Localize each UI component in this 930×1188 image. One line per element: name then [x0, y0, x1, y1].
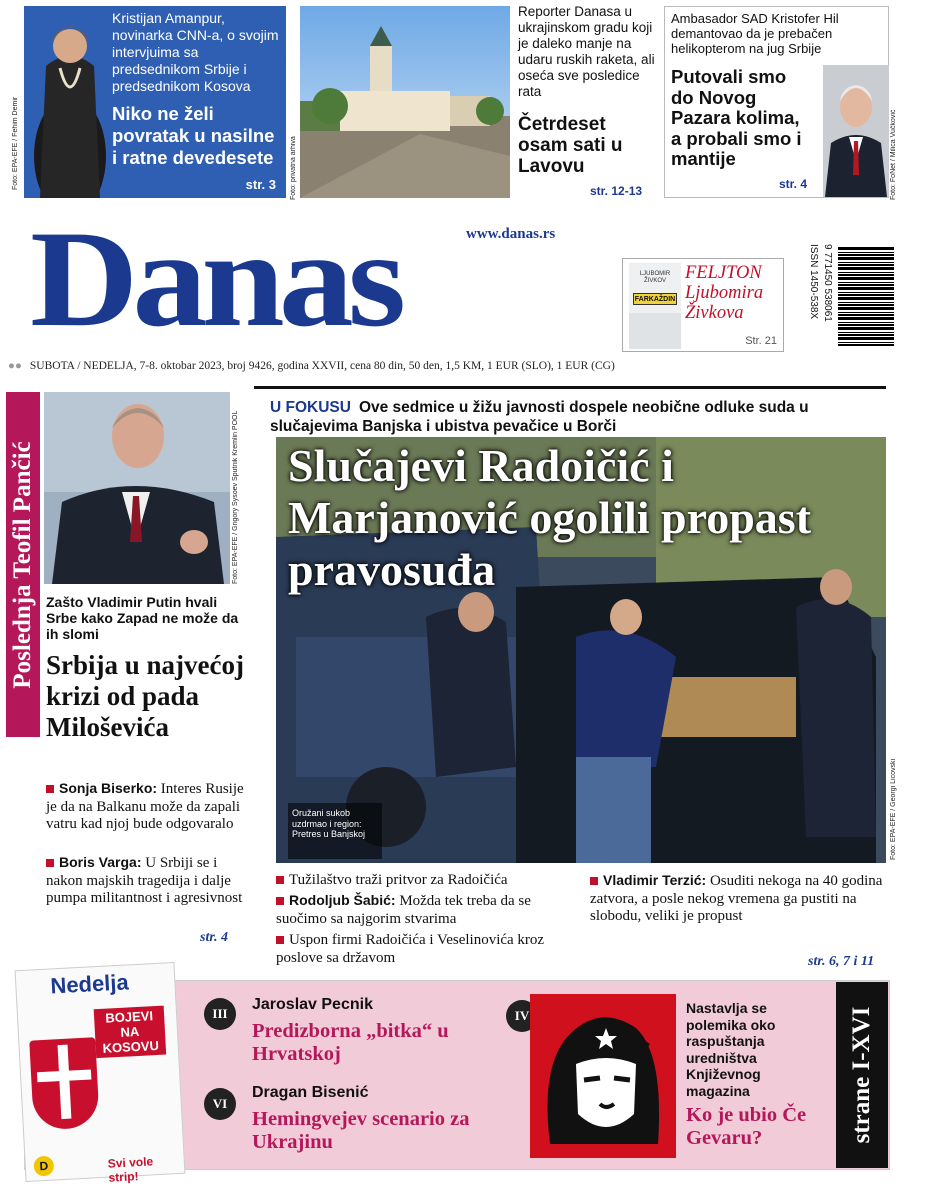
bullet-icon [276, 936, 284, 944]
bullet-icon [590, 877, 598, 885]
focus-kicker-text: Ove sedmice u žižu javnosti dospele neobične odluke suda u slučajevima Banjska i ubistva pevačice u Borči [270, 399, 809, 435]
supplement-pages[interactable] [836, 982, 888, 1168]
photo-credit: Foto: EPA-EFE / Georgi Licovski [890, 758, 897, 860]
feljton-page: Str. 21 [745, 335, 777, 347]
bullet-icon [276, 876, 284, 884]
crest-cross-h [37, 1069, 91, 1082]
teaser-hill[interactable] [664, 6, 889, 198]
bullet-text: Tužilaštvo traži pritvor za Radoičića [289, 872, 508, 888]
putin-photo[interactable] [44, 392, 230, 584]
divider [254, 386, 886, 389]
main-page: str. 6, 7 i 11 [808, 954, 875, 969]
teaser-page: str. 4 [779, 177, 808, 191]
bullet-icon [46, 859, 54, 867]
lviv-photo[interactable] [300, 6, 510, 198]
columnist-label[interactable] [6, 392, 40, 737]
supplement-headline[interactable]: Hemingvejev scenario za Ukrajinu [252, 1108, 470, 1153]
website-link[interactable]: www.danas.rs [466, 226, 556, 242]
photo-credit: Foto: EPA-EFE / Grigory Sysoev Sputnik Kremlin POOL [232, 410, 239, 584]
dateline-text: SUBOTA / NEDELJA, 7-8. oktobar 2023, broj 9426, godina XXVII, cena 80 din, 50 den, 1,5 KM, 1 EUR (SLO), 1 EUR (CG) [29, 360, 615, 372]
supplement-headline[interactable]: Predizborna „bitka“ u Hrvatskoj [252, 1020, 449, 1065]
teaser-lviv[interactable] [518, 4, 658, 177]
bullet-name: Boris Varga: [59, 854, 142, 870]
feljton-line: FELJTON [685, 263, 762, 283]
supplement-author: Jaroslav Pecnik [252, 996, 373, 1013]
issn-label: ISSN 1450-538X [808, 244, 819, 320]
teaser-page: str. 3 [245, 177, 276, 192]
photo-credit: Foto: EPA-EFE / Fehim Demir [12, 96, 19, 190]
feljton-line: Ljubomira [685, 283, 764, 303]
barcode-number: 9 771450 538061 [822, 244, 833, 322]
left-headline[interactable]: Srbija u najvećoj krizi od pada Miloševića [46, 650, 244, 742]
supplement-description: Nastavlja se polemika oko raspuštanja uredništva Književnog magazina [686, 1000, 776, 1099]
amanpour-photo [24, 6, 112, 198]
photo-credit: Foto: privatna arhiva [290, 136, 297, 200]
teaser-amanpour[interactable] [24, 6, 286, 198]
dateline [8, 360, 888, 372]
barcode [808, 244, 896, 348]
photo-caption: Oružani sukob uzdrmao i region: Pretres u Banjskoj [292, 808, 366, 839]
supplement-pages-label: strane I-XVI [848, 1006, 875, 1144]
danas-d-icon: D [33, 1156, 54, 1177]
serbian-crest [29, 1037, 100, 1130]
feljton-teaser[interactable] [622, 258, 784, 352]
feljton-snow [629, 313, 681, 349]
bullet-text: Osuditi nekoga na 40 godina zatvora, a posle nekog vremena ga pustiti na slobodu, veliki je propust [590, 873, 883, 924]
list-item [276, 932, 576, 967]
photo-credit: Foto: FoNet / Milica Vučković [890, 109, 897, 200]
feljton-title[interactable] [685, 263, 763, 323]
feljton-photo [629, 263, 681, 349]
list-item [276, 892, 576, 928]
bullet-text: Interes Rusije je da na Balkanu može da zapali vatru kad njoj bude odgovaralo [46, 781, 244, 832]
list-item [590, 872, 890, 926]
section-numeral: VI [204, 1088, 236, 1120]
bullet-text: Možda tek treba da se suočimo sa najgorim stvarima [276, 893, 531, 927]
left-kicker: Zašto Vladimir Putin hvali Srbe kako Zapad ne može da ih slomi [46, 594, 239, 642]
dateline-dots: ●● [8, 360, 22, 372]
supplement-author: Dragan Bisenić [252, 1084, 369, 1101]
bullet-icon [276, 897, 284, 905]
left-page: str. 4 [200, 930, 229, 945]
hill-photo [823, 65, 889, 197]
nedelja-footer: Svi vole strip! [107, 1154, 154, 1185]
list-item [276, 872, 576, 890]
danas-logo[interactable]: Danas [30, 202, 401, 356]
section-numeral: III [204, 998, 236, 1030]
section-numeral: IV [506, 1000, 538, 1032]
nedelja-cover[interactable] [20, 966, 180, 1185]
nedelja-page [15, 962, 186, 1185]
teaser-headline[interactable]: Putovali smo do Novog Pazara kolima, a probali smo i mantije [671, 66, 802, 169]
focus-label: U FOKUSU [270, 399, 351, 416]
supplement-headline[interactable]: Ko je ubio Če Gevaru? [686, 1104, 807, 1149]
focus-kicker [270, 398, 890, 436]
che-guevara-poster[interactable] [530, 994, 676, 1158]
bullet-name: Vladimir Terzić: [603, 872, 707, 888]
bullet-text: Uspon firmi Radoičića i Veselinovića kroz poslove sa državom [276, 932, 545, 966]
bullet-name: Rodoljub Šabić: [289, 892, 396, 908]
feljton-photo-caption: LJUBOMIR ŽIVKOV [639, 271, 671, 284]
teaser-kicker: Ambasador SAD Kristofer Hil demantovao da je prebačen helikopterom na jug Srbije [671, 11, 839, 56]
feljton-line: Živkova [685, 303, 744, 323]
teaser-headline[interactable]: Četrdeset osam sati u Lavovu [518, 114, 623, 177]
teaser-kicker: Reporter Danasa u ukrajinskom gradu koji je daleko manje na udaru ruskih raketa, ali oseća sve posledice rata [518, 4, 655, 99]
list-item [46, 780, 256, 834]
columnist-name: Poslednja Teofil Pančić [9, 440, 36, 689]
nedelja-cover-headline: BOJEVI NA KOSOVU [94, 1006, 166, 1059]
list-item [46, 854, 256, 908]
bullet-name: Sonja Biserko: [59, 780, 158, 796]
teaser-headline[interactable]: Niko ne želi povratak u nasilne i ratne devedesete [112, 103, 275, 168]
teaser-kicker: Kristijan Amanpur, novinarka CNN-a, o svojim intervjuima sa predsednikom Srbije i predsednikom Kosova [112, 10, 279, 94]
crest-cross-v [58, 1045, 72, 1119]
bullet-text: U Srbiji se i nakon majskih tragedija i dalje pumpa militantnost i agresivnost [46, 855, 243, 906]
barcode-bars [838, 246, 894, 346]
nedelja-title: Nedelja [49, 969, 130, 999]
main-headline[interactable]: Slučajevi Radoičić i Marjanović ogolili propast pravosuđa [288, 440, 812, 595]
bullet-icon [46, 785, 54, 793]
feljton-sign: FARKAŽDIN [633, 293, 677, 305]
teaser-page: str. 12-13 [590, 184, 643, 198]
